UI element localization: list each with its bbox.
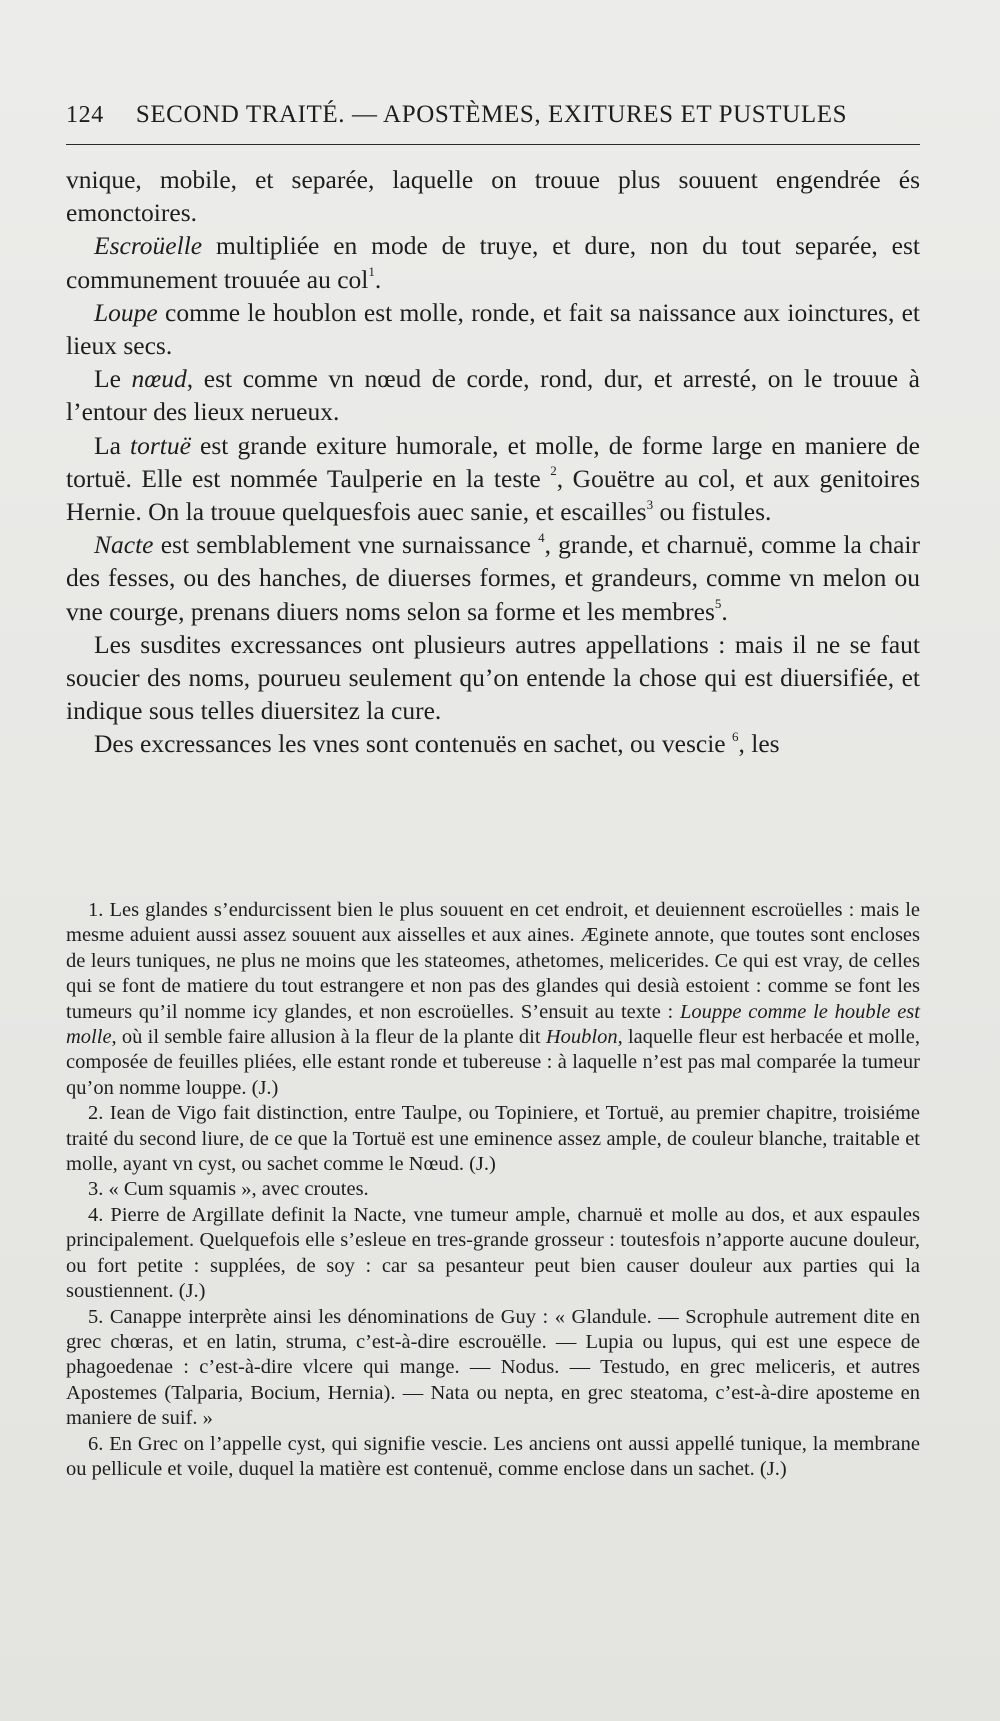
term-loupe: Loupe [94, 297, 158, 327]
paragraph-text: est grande exiture humorale, et molle, de forme large en maniere de tortuë. Elle est nommée Taulperie en la teste [66, 430, 920, 493]
paragraph-text: est semblablement vne surnaissance [153, 530, 539, 560]
paragraph [66, 296, 920, 362]
paragraph-text: Le [94, 364, 132, 394]
footnote-plant-name: Houblon [545, 1026, 618, 1049]
footnote-5: 5. Canappe interprète ainsi les dénominations de Guy : « Glandule. — Scrophule autrement dite en grec chœras, et en latin, struma, c’est-à-dire escrouëlle. — Lupia ou lupus, qui est une espece de phagoedenae : c’est-à-dire vlcere qui mange. — Nodus. — Testudo, en grec meliceris, et autres Apostemes (Talparia, Bocium, Hernia). — Nata ou nepta, en grec steatoma, c’est-à-dire aposteme en maniere de suif. » [66, 1305, 920, 1430]
page-number: 124 [66, 102, 104, 128]
footnotes [66, 898, 920, 1482]
punctuation: . [374, 264, 382, 294]
footnote-text: 1. Les glandes s’endurcissent bien le plus souuent en cet endroit, et deuiennent escroüelles : mais le mesme aduient aussi assez souuent aux aisselles et aux aines. Æginete annote, que toutes sont encloses de leurs tuniques, ne plus ne moins que les stateomes, athetomes, melicerides. Ce qui est vray, de celles qui se font de matiere du tout estrangere et non pas des glandes qui desià estoient : comme se font les tumeurs qu’il nomme icy glandes, et non escroüelles. S’ensuit au texte : [66, 899, 920, 1023]
punctuation: . [721, 596, 728, 626]
paragraph [66, 362, 920, 428]
paragraph-text: , grande, et charnuë, comme la chair des fesses, ou des hanches, de diuerses formes, et grandeurs, comme vn melon ou vne courge, prenans diuers noms selon sa forme et les membres [66, 530, 921, 626]
footnote-quote: Louppe comme le houble est molle [66, 1000, 920, 1049]
paragraph [66, 628, 920, 728]
running-title: SECOND TRAITÉ. — APOSTÈMES, EXITURES ET PUSTULES [135, 101, 848, 128]
term-nacte: Nacte [94, 530, 154, 560]
paragraph [66, 727, 920, 760]
paragraph-text: , est comme vn nœud de corde, rond, dur, et arresté, on le trouue à l’entour des lieux nerueux. [66, 364, 920, 427]
note-ref: 2 [550, 463, 557, 479]
term-tortue: tortuë [130, 430, 191, 460]
note-ref: 3 [646, 496, 654, 512]
footnote-6: 6. En Grec on l’appelle cyst, qui signifie vescie. Les anciens ont aussi appellé tunique, la membrane ou pellicule et voile, duquel la matière est contenuë, comme enclose dans un sachet. (J.) [66, 1432, 920, 1480]
paragraph-text: La [94, 430, 131, 460]
paragraph-text: , les [738, 729, 780, 759]
paragraph-text: Des excressances les vnes sont contenuës en sachet, ou vescie [94, 729, 732, 759]
paragraph-text: comme le houblon est molle, ronde, et fait sa naissance aux ioinctures, et lieux secs. [66, 297, 920, 361]
main-text [66, 163, 920, 761]
paragraph-text: Les susdites excressances ont plusieurs autres appellations : mais il ne se faut soucier des noms, pourueu seulement qu’on entende la chose qui est diuersifiée, et indique sous telles diuersitez la cure. [66, 629, 920, 726]
footnote-2: 2. Iean de Vigo fait distinction, entre Taulpe, ou Topiniere, et Tortuë, au premier chapitre, troisiéme traité du second liure, de ce que la Tortuë est une eminence assez ample, de couleur blanche, traitable et molle, ayant vn cyst, ou sachet comme le Nœud. (J.) [66, 1102, 920, 1176]
paragraph [66, 229, 920, 295]
note-ref: 4 [538, 529, 545, 545]
footnote-1 [66, 898, 920, 1101]
paragraph [66, 163, 920, 229]
paragraph-text: , Gouëtre au col, et aux genitoires Hernie. On la trouue quelquesfois auec sanie, et escailles [66, 463, 920, 527]
paragraph [66, 528, 920, 628]
footnote-text: , où il semble faire allusion à la fleur de la plante dit [111, 1026, 546, 1049]
paragraph-text: multipliée en mode de truye, et dure, non du tout separée, est communement trouuée au col [66, 231, 920, 294]
paragraph-text: ou fistules. [653, 497, 772, 527]
note-ref: 5 [714, 596, 722, 612]
footnote-4: 4. Pierre de Argillate definit la Nacte, vne tumeur ample, charnuë et molle au dos, et aux espaules principalement. Quelquefois elle s’esleue en tres-grande grosseur : toutesfois n’apporte aucune douleur, ou fort petite : supplées, de soy : car sa pesanteur peut bien causer douleur aux parties qui la soustiennent. (J.) [66, 1203, 920, 1303]
term-escrouelle: Escroüelle [94, 231, 203, 261]
footnote-text: , laquelle fleur est herbacée et molle, composée de feuilles pliées, elle estant ronde et tubereuse : à laquelle n’est pas mal comparée la tumeur qu’on nomme louppe. (J.) [66, 1026, 920, 1099]
note-ref: 1 [368, 264, 375, 280]
footnote-3: 3. « Cum squamis », avec croutes. [88, 1178, 369, 1201]
paragraph [66, 429, 920, 529]
running-header [66, 101, 916, 129]
header-rule [66, 144, 920, 145]
term-noeud: nœud [131, 364, 187, 394]
paragraph-text: vnique, mobile, et separée, laquelle on trouue plus souuent engendrée és emonctoires. [66, 165, 920, 228]
note-ref: 6 [732, 728, 739, 744]
